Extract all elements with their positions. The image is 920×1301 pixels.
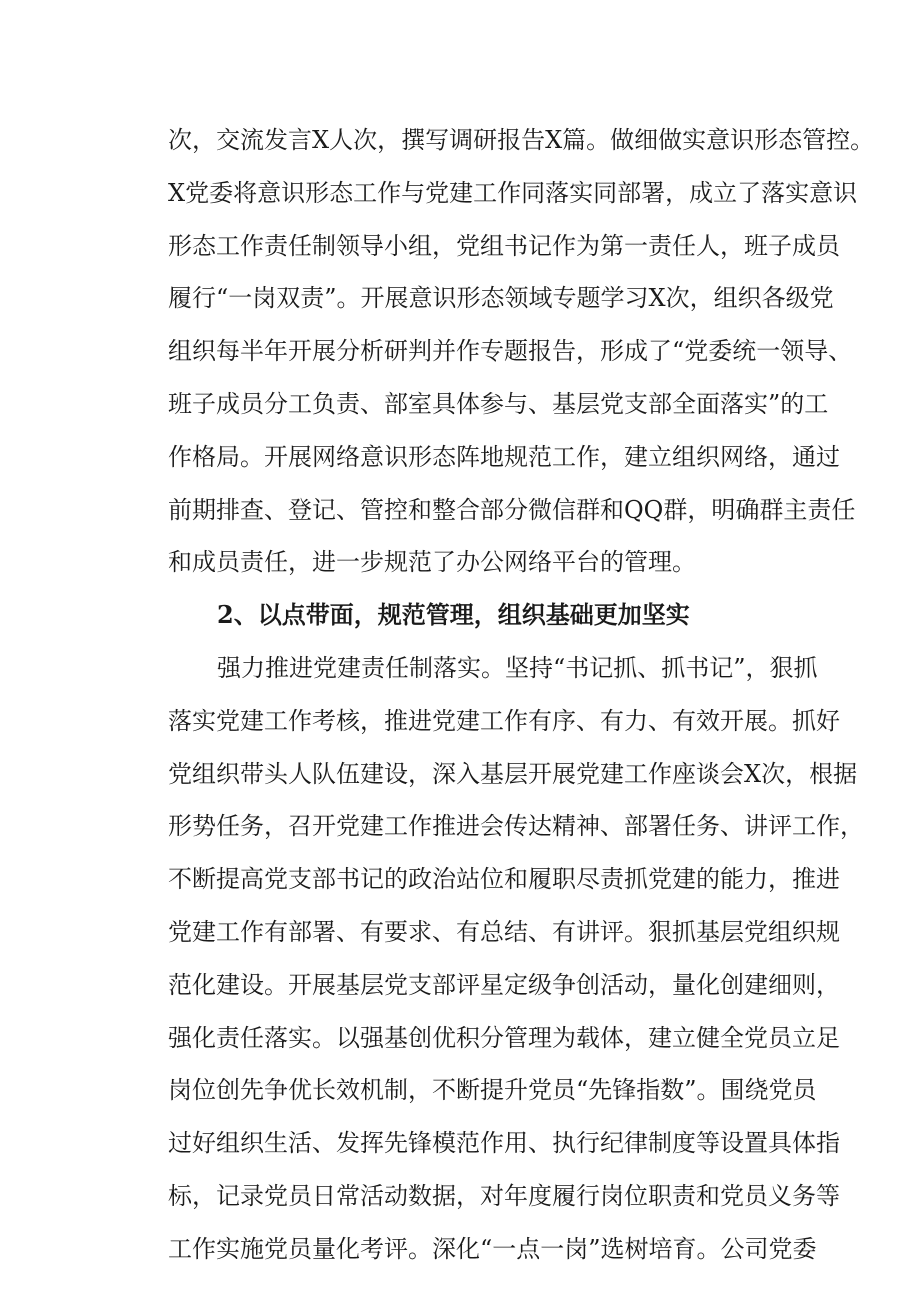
text-line: 落实党建工作考核，推进党建工作有序、有力、有效开展。抓好: [168, 706, 840, 735]
text-line: 范化建设。开展基层党支部评星定级争创活动，量化创建细则，: [168, 970, 840, 999]
text-line: 岗位创先争优长效机制，不断提升党员“先锋指数”。围绕党员: [168, 1076, 817, 1105]
text-line: 和成员责任，进一步规范了办公网络平台的管理。: [168, 548, 696, 577]
text-line: 强力推进党建责任制落实。坚持“书记抓、抓书记”，狠抓: [217, 653, 818, 682]
text-line: X党委将意识形态工作与党建工作同落实同部署，成立了落实意识: [168, 178, 858, 207]
text-line: 工作实施党员量化考评。深化“一点一岗”选树培育。公司党委: [168, 1234, 817, 1263]
text-line: 作格局。开展网络意识形态阵地规范工作，建立组织网络，通过: [168, 442, 840, 471]
text-line: 组织每半年开展分析研判并作专题报告，形成了“党委统一领导、: [168, 337, 853, 366]
text-line: 过好组织生活、发挥先锋模范作用、执行纪律制度等设置具体指: [168, 1129, 840, 1158]
text-line: 形势任务，召开党建工作推进会传达精神、部署任务、讲评工作，: [168, 812, 864, 841]
text-line: 标，记录党员日常活动数据，对年度履行岗位职责和党员义务等: [168, 1181, 840, 1210]
paragraph-ideology-management: [168, 114, 875, 589]
text-line: 党组织带头人队伍建设，深入基层开展党建工作座谈会X次，根据: [168, 759, 858, 788]
document-body: [168, 114, 875, 1276]
text-line: 次，交流发言X人次，撰写调研报告X篇。做细做实意识形态管控。: [168, 126, 875, 154]
text-line: 履行“一岗双责”。开展意识形态领域专题学习X次，组织各级党: [168, 284, 834, 313]
text-line: 强化责任落实。以强基创优积分管理为载体，建立健全党员立足: [168, 1023, 840, 1052]
text-line: 班子成员分工负责、部室具体参与、基层党支部全面落实”的工: [168, 389, 829, 418]
section-heading: 2、以点带面，规范管理，组织基础更加坚实: [217, 600, 690, 630]
text-line: 形态工作责任制领导小组，党组书记作为第一责任人，班子成员: [168, 231, 840, 260]
text-line: 不断提高党支部书记的政治站位和履职尽责抓党建的能力，推进: [168, 865, 840, 894]
text-line: 党建工作有部署、有要求、有总结、有讲评。狠抓基层党组织规: [168, 917, 840, 946]
text-line: 前期排查、登记、管控和整合部分微信群和QQ群，明确群主责任: [168, 495, 856, 524]
paragraph-party-building: [168, 642, 864, 1276]
